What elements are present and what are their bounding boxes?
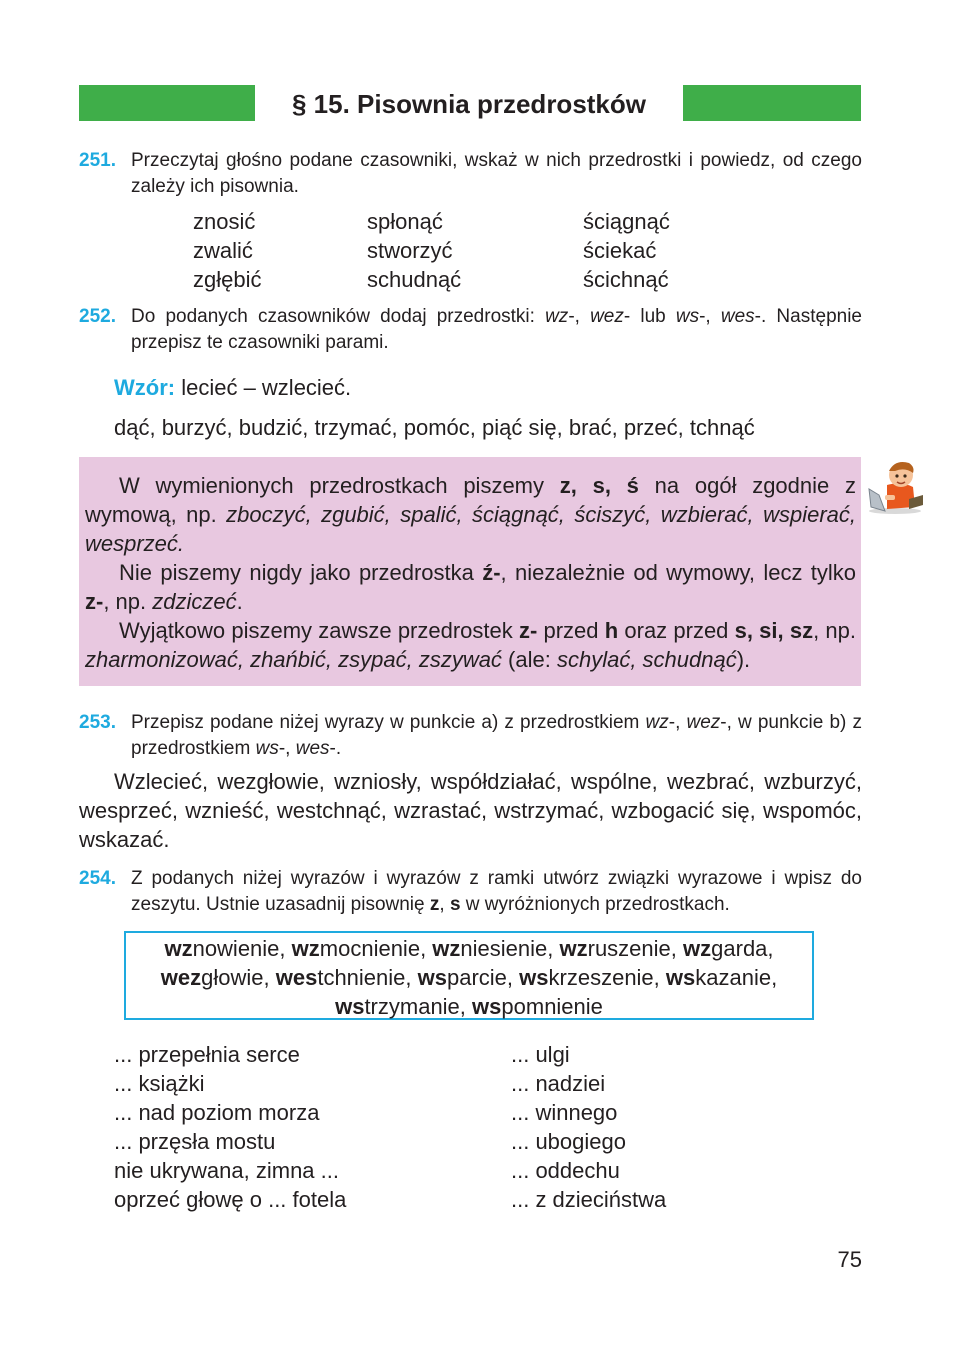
verb-column-3 xyxy=(583,207,670,294)
exercise-number: 252. xyxy=(79,306,116,327)
rule-paragraph-2: Nie piszemy nigdy jako przedrostka ź-, niezależnie od wymowy, lecz tylko z-, np. zdziczeć. xyxy=(85,560,856,614)
rule-paragraph-1: W wymienionych przedrostkach piszemy z, s, ś na ogół zgodnie z wymową, np. zboczyć, zgubić, spalić, ściągnąć, ściszyć, wzbierać, wspierać, wesprzeć. xyxy=(85,473,856,556)
phrase: ... winnego xyxy=(511,1100,618,1125)
phrase: ... oddechu xyxy=(511,1158,620,1183)
section-title: § 15. Pisownia przedrostków xyxy=(292,89,646,119)
exercise-instruction: Przepisz podane niżej wyrazy w punkcie a) z przedrostkiem wz-, wez-, w punkcie b) z przedrostkiem ws-, wes-. xyxy=(131,712,862,759)
frame-line-1: wznowienie, wzmocnienie, wzniesienie, wzruszenie, wzgarda, xyxy=(164,936,774,961)
exercise-253 xyxy=(79,710,862,762)
phrase: ... przepełnia serce xyxy=(114,1042,300,1067)
exercise-number: 253. xyxy=(79,712,116,733)
phrase: ... z dzieciństwa xyxy=(511,1187,667,1212)
example-label: Wzór: xyxy=(114,375,176,400)
exercise-instruction: Z podanych niżej wyrazów i wyrazów z ramki utwórz związki wyrazowe i wpisz do zeszytu. Ustnie uzasadnij pisownię z, s w wyróżnionych przedrostkach. xyxy=(131,868,862,915)
exercise-252 xyxy=(79,304,862,356)
exercise-254 xyxy=(79,866,862,918)
rule-text xyxy=(85,471,856,674)
phrase: ... książki xyxy=(114,1071,205,1096)
verb: ścichnąć xyxy=(583,267,669,292)
exercise-instruction: Przeczytaj głośno podane czasowniki, wskaż w nich przedrostki i powiedz, od czego zależy ich pisownia. xyxy=(131,150,862,197)
phrase: ... nadziei xyxy=(511,1071,606,1096)
verb: stworzyć xyxy=(367,238,453,263)
verb: schudnąć xyxy=(367,267,462,292)
word-paragraph: Wzlecieć, wezgłowie, wzniosły, współdziałać, wspólne, wezbrać, wzburzyć, wesprzeć, wznieść, westchnąć, wzrastać, wstrzymać, wzbogacić się, wspomóc, wskazać. xyxy=(79,769,862,852)
verb-column-1 xyxy=(193,207,261,294)
header-bar-right xyxy=(683,85,861,121)
example-text: lecieć – wzlecieć. xyxy=(175,375,352,400)
page-number: 75 xyxy=(837,1247,862,1272)
rule-paragraph-3: Wyjątkowo piszemy zawsze przedrostek z- przed h oraz przed s, si, sz, np. zharmonizować, zhańbić, zsypać, zszywać (ale: schylać, schudnąć). xyxy=(85,618,856,672)
verb: ściekać xyxy=(583,238,657,263)
verb: znosić xyxy=(193,209,256,234)
phrase: ... przęsła mostu xyxy=(114,1129,276,1154)
exercise-instruction: Do podanych czasowników dodaj przedrostki: wz-, wez- lub ws-, wes-. Następnie przepisz te czasowniki parami. xyxy=(131,306,862,353)
header-bar-left xyxy=(79,85,255,121)
phrase-column-left xyxy=(114,1040,346,1214)
phrase: oprzeć głowę o ... fotela xyxy=(114,1187,347,1212)
example-line xyxy=(114,373,351,402)
exercise-number: 251. xyxy=(79,150,116,171)
verb: spłonąć xyxy=(367,209,443,234)
phrase: nie ukrywana, zimna ... xyxy=(114,1158,339,1183)
frame-line-2: wezgłowie, westchnienie, wsparcie, wskrzeszenie, wskazanie, xyxy=(160,965,778,990)
exercise-251 xyxy=(79,148,862,200)
phrase-column-right xyxy=(511,1040,666,1214)
exercise-number: 254. xyxy=(79,868,116,889)
verb: zwalić xyxy=(193,238,253,263)
phrase: ... ulgi xyxy=(511,1042,570,1067)
word-list: dąć, burzyć, budzić, trzymać, pomóc, piąć się, brać, przeć, tchnąć xyxy=(114,415,755,440)
phrase: ... ubogiego xyxy=(511,1129,626,1154)
frame-line-3: wstrzymanie, wspomnienie xyxy=(335,994,603,1019)
phrase: ... nad poziom morza xyxy=(114,1100,320,1125)
word-frame-text xyxy=(124,934,814,1021)
verb-column-2 xyxy=(367,207,461,294)
boy-with-laptop-icon xyxy=(865,455,927,515)
verb: ściągnąć xyxy=(583,209,670,234)
verb: zgłębić xyxy=(193,267,262,292)
